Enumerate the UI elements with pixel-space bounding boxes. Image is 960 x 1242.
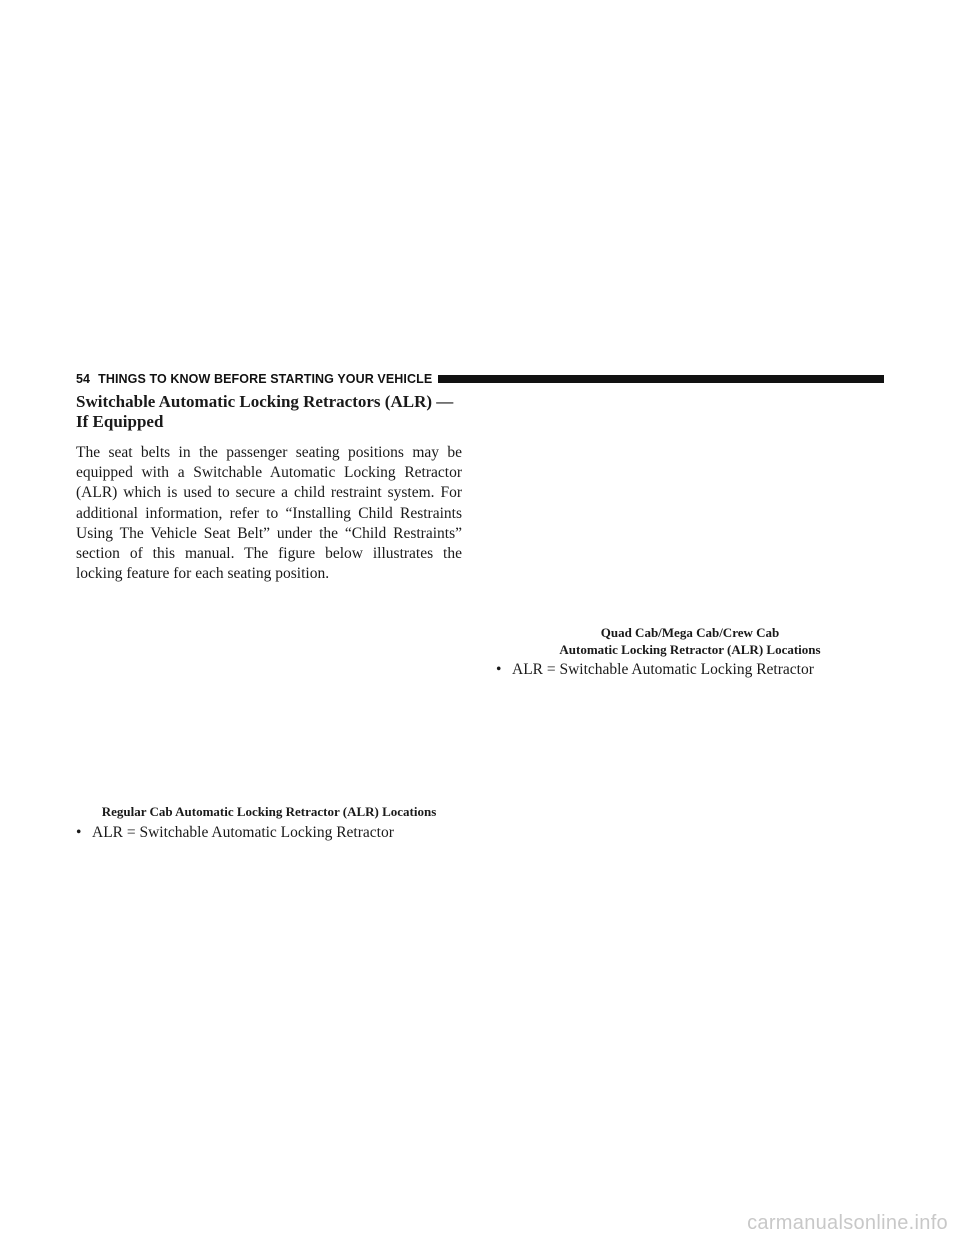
regular-cab-bullet [76,823,394,843]
bullet-text: ALR = Switchable Automatic Locking Retractor [92,824,394,841]
caption-line-1: Quad Cab/Mega Cab/Crew Cab [600,625,780,640]
left-column [76,392,462,584]
caption-line-2: Automatic Locking Retractor (ALR) Locations [559,642,821,657]
quad-cab-figure-caption [496,624,884,658]
page-number: 54 [76,372,91,386]
body-paragraph: The seat belts in the passenger seating positions may be equipped with a Switchable Automatic Locking Retractor (ALR) which is used to secure a child restraint system. For additional information, refer to “Installing Child Restraints Using The Vehicle Seat Belt” under the “Child Restraints” section of this manual. The figure below illustrates the locking feature for each seating position. [76,444,462,583]
section-heading [76,392,462,432]
heading-line-2: If Equipped [76,412,164,431]
watermark-link[interactable]: carmanualsonline.info [747,1212,948,1234]
regular-cab-figure-caption: Regular Cab Automatic Locking Retractor (ALR) Locations [101,804,437,819]
running-header [76,371,884,387]
bullet-dot: • [496,661,502,678]
bullet-text: ALR = Switchable Automatic Locking Retractor [512,661,814,678]
heading-line-1: Switchable Automatic Locking Retractors (ALR) — [76,392,454,411]
quad-cab-bullet [496,660,814,680]
bullet-dot: • [76,824,82,841]
section-title: THINGS TO KNOW BEFORE STARTING YOUR VEHICLE [98,372,433,386]
header-rule [438,375,884,383]
